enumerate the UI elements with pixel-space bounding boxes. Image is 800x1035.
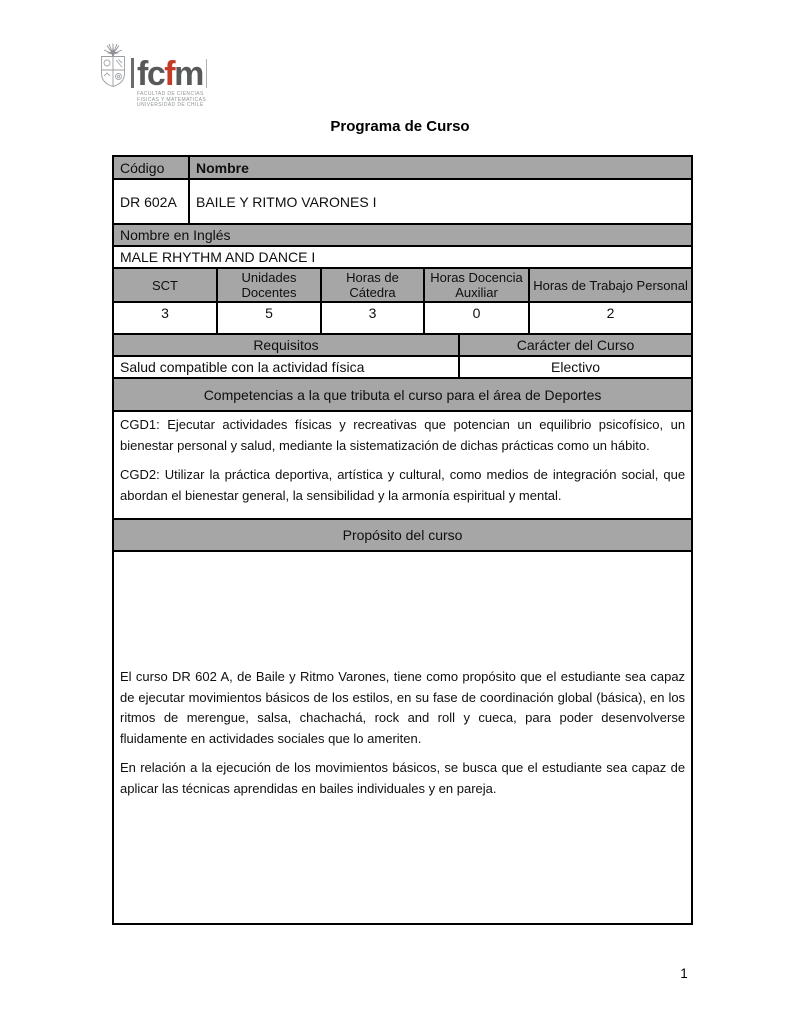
sct-header-cell: SCT <box>113 268 217 302</box>
table-row <box>113 356 692 378</box>
nombre-value-cell: BAILE Y RITMO VARONES I <box>189 179 692 224</box>
table-row <box>113 378 692 411</box>
course-program-table <box>112 155 693 925</box>
requisitos-header-cell: Requisitos <box>113 334 459 356</box>
horas-catedra-value-cell: 3 <box>321 302 424 334</box>
nombre-ingles-value-cell: MALE RHYTHM AND DANCE I <box>113 246 692 268</box>
codigo-value-cell: DR 602A <box>113 179 189 224</box>
table-row <box>113 411 692 519</box>
competencias-section-header: Competencias a la que tributa el curso para el área de Deportes <box>113 378 692 411</box>
uchile-crest-icon <box>97 43 129 89</box>
competencia-cgd2-paragraph: CGD2: Utilizar la práctica deportiva, artística y cultural, como medios de integración social, que abordan el bienestar general, la sensibilidad y la armonía espiritual y mental. <box>120 467 686 503</box>
logo-divider-bar <box>131 58 134 88</box>
table-row <box>113 551 692 924</box>
faculty-caption <box>137 92 207 109</box>
codigo-header-cell: Código <box>113 156 189 179</box>
table-row <box>113 246 692 268</box>
unidades-docentes-value-cell: 5 <box>217 302 321 334</box>
horas-catedra-header-cell: Horas de Cátedra <box>321 268 424 302</box>
nombre-ingles-header-cell: Nombre en Inglés <box>113 224 692 246</box>
horas-docencia-header-cell: Horas Docencia Auxiliar <box>424 268 529 302</box>
horas-docencia-value-cell: 0 <box>424 302 529 334</box>
nombre-header-cell: Nombre <box>189 156 692 179</box>
horas-trabajo-header-cell: Horas de Trabajo Personal <box>529 268 692 302</box>
caracter-value-cell: Electivo <box>459 356 692 378</box>
requisitos-value-cell: Salud compatible con la actividad física <box>113 356 459 378</box>
proposito-paragraph-1: El curso DR 602 A, de Baile y Ritmo Varones, tiene como propósito que el estudiante sea capaz de ejecutar movimientos básicos de los estilos, en su fase de coordinación global (básica), en los ritmos de merengue, salsa, chachachá, rock and roll y cueca, para poder desenvolverse fluidamente en actividades sociales que lo ameriten. <box>120 669 686 746</box>
credit-value-row <box>113 302 692 334</box>
fcfm-word-part2: m <box>174 55 203 93</box>
fcfm-wordmark <box>137 55 203 93</box>
unidades-docentes-header-cell: Unidades Docentes <box>217 268 321 302</box>
table-row <box>113 334 692 356</box>
proposito-body-cell <box>113 551 692 924</box>
fcfm-word-red-f: f <box>164 55 175 93</box>
faculty-caption-line3: UNIVERSIDAD DE CHILE <box>137 102 204 108</box>
competencia-cgd1-paragraph: CGD1: Ejecutar actividades físicas y recreativas que potencian un equilibrio psicofísico, un bienestar personal y salud, mediante la sistematización de dichas prácticas como un hábito. <box>120 417 686 453</box>
table-row <box>113 156 692 179</box>
fcfm-logo <box>97 43 207 109</box>
page-number: 1 <box>680 966 688 981</box>
logo-end-bar <box>206 59 207 88</box>
page-title: Programa de Curso <box>330 118 470 135</box>
faculty-caption-line2: FISICAS Y MATEMATICAS <box>137 96 207 103</box>
table-row <box>113 179 692 224</box>
credit-header-row <box>113 268 692 302</box>
proposito-paragraph-2: En relación a la ejecución de los movimientos básicos, se busca que el estudiante sea capaz de aplicar las técnicas aprendidas en bailes individuales y en pareja. <box>120 760 686 796</box>
proposito-section-header: Propósito del curso <box>113 519 692 551</box>
sct-value-cell: 3 <box>113 302 217 334</box>
table-row <box>113 519 692 551</box>
faculty-caption-line1: FACULTAD DE CIENCIAS <box>137 91 204 97</box>
table-row <box>113 224 692 246</box>
horas-trabajo-value-cell: 2 <box>529 302 692 334</box>
fcfm-word-part1: fc <box>137 55 165 93</box>
caracter-header-cell: Carácter del Curso <box>459 334 692 356</box>
competencias-body-cell <box>113 411 692 519</box>
